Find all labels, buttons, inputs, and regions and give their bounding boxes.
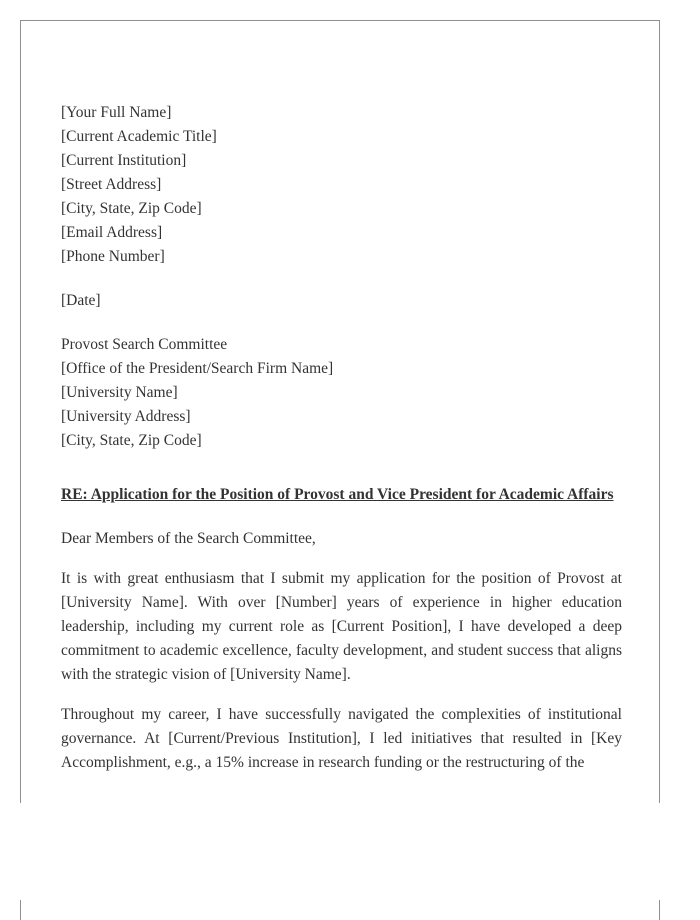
letter-date: [Date] <box>61 292 101 309</box>
sender-institution: [Current Institution] <box>61 152 187 169</box>
sender-city-state-zip: [City, State, Zip Code] <box>61 200 202 217</box>
recipient-office: [Office of the President/Search Firm Name] <box>61 360 334 377</box>
sender-name: [Your Full Name] <box>61 104 172 121</box>
letter-content <box>61 101 622 775</box>
letter-page <box>20 20 660 920</box>
date-line <box>61 289 622 313</box>
sender-phone: [Phone Number] <box>61 248 165 265</box>
recipient-committee: Provost Search Committee <box>61 336 228 353</box>
body-paragraph: It is with great enthusiasm that I submit my application for the position of Provost at [University Name]. With over [Number] years of experience in higher education leadership, including my current role as [Current Position], I have developed a deep commitment to academic excellence, faculty development, and student success that aligns with the strategic vision of [University Name]. <box>61 570 622 683</box>
recipient-address-block <box>61 333 622 453</box>
salutation: Dear Members of the Search Committee, <box>61 530 316 547</box>
subject-line: RE: Application for the Position of Provost and Vice President for Academic Affairs <box>61 486 614 503</box>
recipient-city-state-zip: [City, State, Zip Code] <box>61 432 202 449</box>
sender-address-block <box>61 101 622 269</box>
sender-email: [Email Address] <box>61 224 163 241</box>
recipient-address: [University Address] <box>61 408 191 425</box>
page-cutoff-area <box>0 803 700 900</box>
sender-title: [Current Academic Title] <box>61 128 217 145</box>
recipient-university: [University Name] <box>61 384 178 401</box>
sender-street: [Street Address] <box>61 176 162 193</box>
body-paragraph: Throughout my career, I have successfully navigated the complexities of institutional governance. At [Current/Previous Institution], I led initiatives that resulted in [Key Accomplishment, e.g., a 15% increase in research funding or the restructuring of the <box>61 706 622 771</box>
